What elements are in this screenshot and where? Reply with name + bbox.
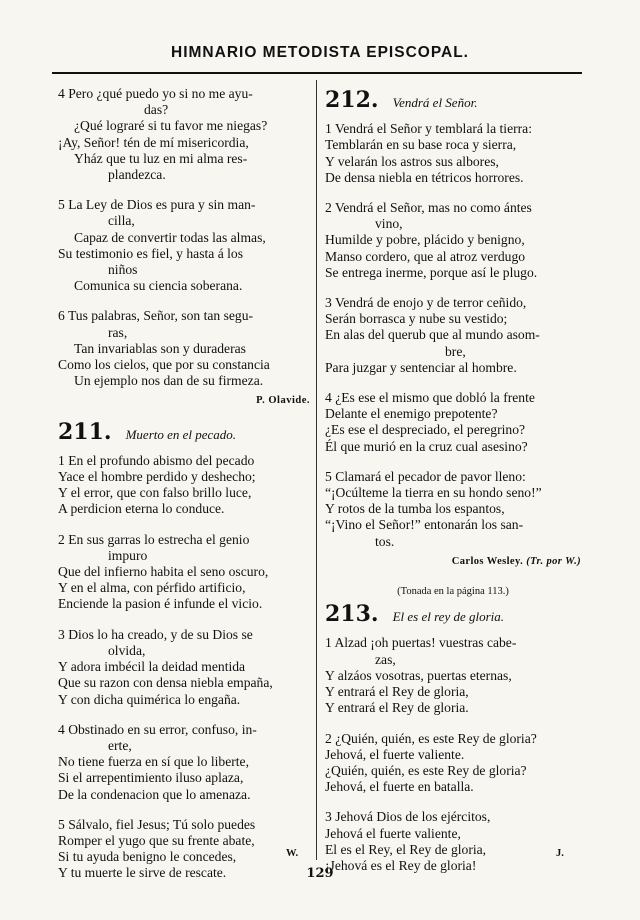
verse-line: Comunica su ciencia soberana. xyxy=(74,278,243,294)
verse-line: olvida, xyxy=(108,642,146,658)
hymn-211-stanza xyxy=(58,532,310,613)
verse-line: 3 Vendrá de enojo y de terror ceñido, xyxy=(325,295,527,311)
verse-line: El es el Rey, el Rey de gloria, xyxy=(325,841,487,857)
verse-line: vino, xyxy=(375,216,403,232)
hymn-213-stanza xyxy=(325,809,581,874)
verse-line: Serán borrasca y nube su vestido; xyxy=(325,311,508,327)
verse-line: Enciende la pasion é infunde el vicio. xyxy=(58,596,263,612)
verse-line: Yház que tu luz en mi alma res- xyxy=(74,150,248,166)
verse-line: Jehová el fuerte valiente, xyxy=(325,825,461,841)
hymn-212-stanza xyxy=(325,121,581,186)
verse-line: plandezca. xyxy=(108,167,166,183)
verse-line: das? xyxy=(144,102,169,118)
hymn-213-title xyxy=(325,601,581,628)
left-column xyxy=(58,86,310,896)
tune-reference: (Tonada en la página 113.) xyxy=(397,586,509,598)
verse-line: 3 Jehová Dios de los ejércitos, xyxy=(325,809,491,825)
verse-line: Y tu muerte le sirve de rescate. xyxy=(58,865,227,881)
hymn-213-signature: J. xyxy=(556,848,564,859)
verse-line: 4 Pero ¿qué puedo yo si no me ayu- xyxy=(58,86,253,101)
hymn-212-stanza xyxy=(325,469,581,550)
verse-line: 5 Clamará el pecador de pavor lleno: xyxy=(325,468,526,484)
verse-line: erte, xyxy=(108,737,132,753)
verse-line: Jehová, el fuerte valiente. xyxy=(325,746,465,762)
hymn-name: Vendrá el Señor. xyxy=(392,95,478,110)
verse-line: 5 La Ley de Dios es pura y sin man- xyxy=(58,197,256,213)
verse-line: Manso cordero, que al atroz verdugo xyxy=(325,248,526,264)
verse-line: 4 ¿Es ese el mismo que dobló la frente xyxy=(325,390,535,406)
verse-line: Tan invariablas son y duraderas xyxy=(74,340,246,356)
verse-line: Su testimonio es fiel, y hasta á los xyxy=(58,245,244,261)
hymn-211-stanza xyxy=(58,627,310,708)
hymn-name: El es el rey de gloria. xyxy=(392,609,505,625)
verse-line: Y en el alma, con pérfido artificio, xyxy=(58,580,246,596)
verse-line: 5 Sálvalo, fiel Jesus; Tú solo puedes xyxy=(58,816,256,832)
hymn-211-signature: W. xyxy=(286,848,299,859)
verse-line: Y adora imbécil la deidad mentida xyxy=(58,659,246,675)
verse-line: 3 Dios lo ha creado, y de su Dios se xyxy=(58,626,253,642)
verse-line: Como los cielos, que por su constancia xyxy=(58,357,270,373)
verse-line: Que del infierno habita el seno oscuro, xyxy=(58,564,269,580)
verse-line: 2 En sus garras lo estrecha el genio xyxy=(58,531,250,547)
verse-line: Él que murió en la cruz cual asesino? xyxy=(325,438,528,454)
verse-line: De la condenacion que lo amenaza. xyxy=(58,786,251,802)
verse-line: Un ejemplo nos dan de su firmeza. xyxy=(74,373,264,389)
right-column xyxy=(325,86,581,888)
verse-line: niños xyxy=(108,262,138,278)
verse-line: Si tu ayuda benigno le concedes, xyxy=(58,849,237,865)
verse-line: ras, xyxy=(108,324,128,340)
hymn-212-title xyxy=(325,87,581,113)
hymn-212-stanza xyxy=(325,200,581,281)
hymn-210-stanza xyxy=(58,86,310,183)
verse-line: Delante el enemigo prepotente? xyxy=(325,406,498,422)
verse-line: cilla, xyxy=(108,213,135,229)
verse-line: 6 Tus palabras, Señor, son tan segu- xyxy=(58,308,254,324)
verse-line: zas, xyxy=(375,651,396,667)
verse-line: Yace el hombre perdido y deshecho; xyxy=(58,469,256,485)
hymn-212-stanza xyxy=(325,390,581,455)
verse-line: ¿Es ese el despreciado, el peregrino? xyxy=(325,422,526,438)
verse-line: ¡Ay, Señor! tén de mí misericordia, xyxy=(58,134,249,150)
verse-line: Que su razon con densa niebla empaña, xyxy=(58,675,273,691)
verse-line: ¿Quién, quién, es este Rey de gloria? xyxy=(325,762,527,778)
verse-line: Capaz de convertir todas las almas, xyxy=(74,229,266,245)
verse-line: 4 Obstinado en su error, confuso, in- xyxy=(58,721,257,737)
verse-line: 2 Vendrá el Señor, mas no como ántes xyxy=(325,200,532,216)
hymn-name: Muerto en el pecado. xyxy=(125,426,237,442)
verse-line: Y rotos de la tumba los espantos, xyxy=(325,501,505,517)
verse-line: 1 Alzad ¡oh puertas! vuestras cabe- xyxy=(325,635,517,651)
verse-line: Romper el yugo que su frente abate, xyxy=(58,832,255,848)
verse-line: bre, xyxy=(445,343,466,359)
verse-line: A perdicion eterna lo conduce. xyxy=(58,501,225,517)
verse-line: Si el arrepentimiento iluso aplaza, xyxy=(58,770,244,786)
verse-line: ¡Jehová es el Rey de gloria! xyxy=(325,857,477,873)
verse-line: Y con dicha quimérica lo engaña. xyxy=(58,691,241,707)
verse-line: Y el error, que con falso brillo luce, xyxy=(58,485,252,501)
verse-line: Y velarán los astros sus albores, xyxy=(325,153,499,169)
verse-line: “¡Ocúlteme la tierra en su hondo seno!” xyxy=(325,485,542,501)
hymn-number: 211. xyxy=(58,418,112,445)
translator-note: (Tr. por W.) xyxy=(526,555,581,567)
verse-line: “¡Vino el Señor!” entonarán los san- xyxy=(325,517,524,533)
verse-line: Para juzgar y sentenciar al hombre. xyxy=(325,359,517,375)
hymn-212-credit xyxy=(325,554,581,570)
running-header: HIMNARIO METODISTA EPISCOPAL. xyxy=(171,44,469,61)
author-credit: P. Olavide. xyxy=(256,395,310,407)
verse-line: 2 ¿Quién, quién, es este Rey de gloria? xyxy=(325,730,537,746)
hymn-213-stanza xyxy=(325,635,581,716)
verse-line: 1 En el profundo abismo del pecado xyxy=(58,452,255,468)
hymn-210-stanza xyxy=(58,308,310,389)
verse-line: Y alzáos vosotras, puertas eternas, xyxy=(325,667,512,683)
author-name: Carlos Wesley. xyxy=(451,555,524,567)
verse-line: De densa niebla en tétricos horrores. xyxy=(325,169,524,185)
verse-line: ¿Qué lograré si tu favor me niegas? xyxy=(74,118,268,134)
verse-line: impuro xyxy=(108,547,148,563)
verse-line: 1 Vendrá el Señor y temblará la tierra: xyxy=(325,121,532,137)
header-rule xyxy=(52,72,582,74)
column-divider xyxy=(316,80,317,860)
hymn-211-stanza xyxy=(58,722,310,803)
verse-line: Y entrará el Rey de gloria, xyxy=(325,684,469,700)
verse-line: tos. xyxy=(375,533,395,549)
hymn-number: 213. xyxy=(325,601,379,628)
verse-line: Jehová, el fuerte en batalla. xyxy=(325,779,474,795)
verse-line: No tiene fuerza en sí que lo liberte, xyxy=(58,754,249,770)
page-number: 129 xyxy=(306,866,334,881)
hymn-210-stanza xyxy=(58,197,310,294)
verse-line: En alas del querub que al mundo asom- xyxy=(325,327,540,343)
hymn-211-stanza xyxy=(58,453,310,518)
hymn-211-title xyxy=(58,418,310,445)
verse-line: Y entrará el Rey de gloria. xyxy=(325,700,469,716)
verse-line: Se entrega inerme, porque así le plugo. xyxy=(325,264,538,280)
hymn-213-stanza xyxy=(325,731,581,796)
hymn-number: 212. xyxy=(325,87,379,113)
verse-line: Temblarán en su base roca y sierra, xyxy=(325,137,517,153)
verse-line: Humilde y pobre, plácido y benigno, xyxy=(325,232,525,248)
hymn-212-stanza xyxy=(325,295,581,376)
